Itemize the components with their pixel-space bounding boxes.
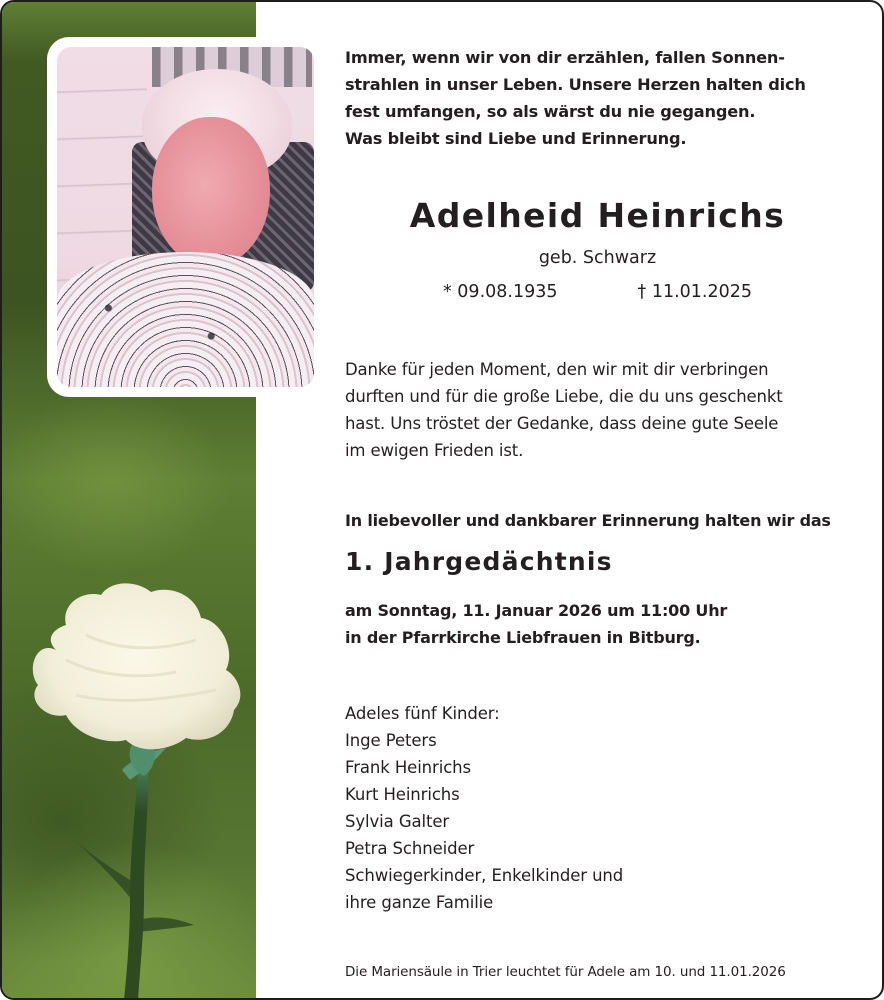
family-closing: Schwiegerkinder, Enkelkinder und [345,866,624,885]
verse-line: Immer, wenn wir von dir erzählen, fallen Sonnen- [345,48,785,67]
verse-line: fest umfangen, so als wärst du nie gegangen. [345,102,756,121]
verse-line: Was bleibt sind Liebe und Erinnerung. [345,129,687,148]
portrait-photo-card [47,37,324,397]
memorial-date-place [345,597,727,651]
family-member: Sylvia Galter [345,812,450,831]
verse-line: strahlen in unser Leben. Unsere Herzen halten dich [345,75,806,94]
family-list [345,700,623,916]
thanks-line: durften und für die große Liebe, die du uns geschenkt [345,387,783,406]
memorial-title: 1. Jahrgedächtnis [345,547,613,576]
birth-date: * 09.08.1935 [442,282,558,302]
portrait-photo [57,47,314,387]
memorial-verse [345,44,806,152]
memorial-intro: In liebevoller und dankbarer Erinnerung halten wir das [345,511,831,530]
deceased-name: Adelheid Heinrichs [409,196,786,235]
thanks-line: im ewigen Frieden ist. [345,441,524,460]
family-heading: Adeles fünf Kinder: [345,704,500,723]
white-carnation-icon [26,580,246,1000]
thanks-paragraph [345,356,783,464]
thanks-line: Danke für jeden Moment, den wir mit dir verbringen [345,360,769,379]
family-member: Inge Peters [345,731,437,750]
memorial-date: am Sonntag, 11. Januar 2026 um 11:00 Uhr [345,601,728,620]
death-date: † 11.01.2025 [637,282,753,302]
footer-note: Die Mariensäule in Trier leuchtet für Adele am 10. und 11.01.2026 [345,964,786,980]
birth-name: geb. Schwarz [538,248,657,268]
family-member: Petra Schneider [345,839,475,858]
thanks-line: hast. Uns tröstet der Gedanke, dass deine gute Seele [345,414,779,433]
memorial-place: in der Pfarrkirche Liebfrauen in Bitburg. [345,628,701,647]
family-member: Frank Heinrichs [345,758,472,777]
family-closing: ihre ganze Familie [345,893,494,912]
family-member: Kurt Heinrichs [345,785,460,804]
life-dates [345,282,850,302]
